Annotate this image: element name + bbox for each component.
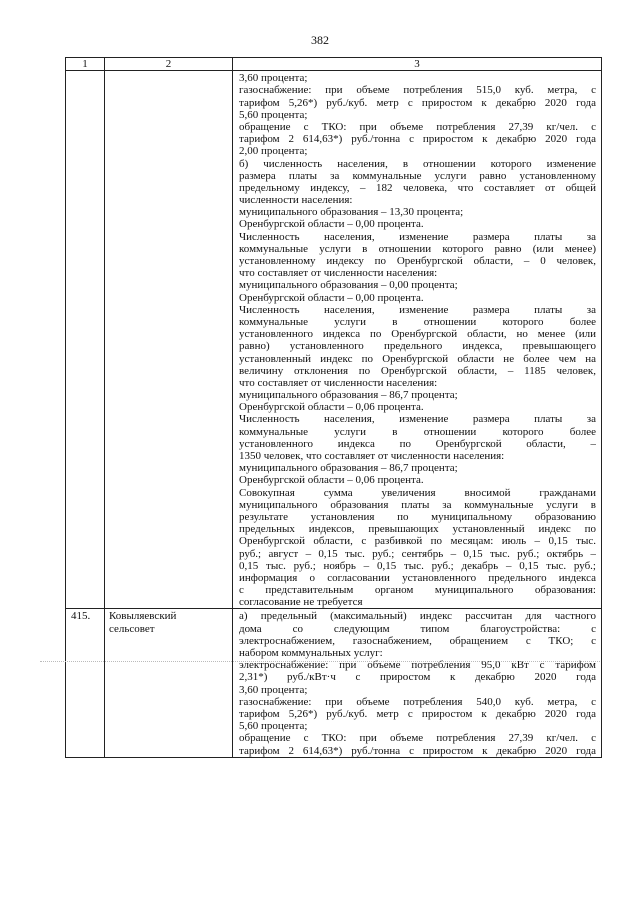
text-line: муниципального образования – 86,7 процента;: [239, 389, 458, 402]
text-line: результате установления по муниципальному образованию: [239, 510, 596, 523]
text-line: муниципального образования – 0,00 процента;: [239, 279, 458, 292]
text-line: набором коммунальных услуг:: [239, 647, 383, 660]
text-line: коммунальные услуги в отношении которого более: [239, 315, 596, 328]
text-line: Оренбургской области – 0,00 процента.: [239, 218, 424, 231]
text-line: муниципального образования – 86,7 процента;: [239, 462, 458, 475]
text-line: Оренбургской области – 0,06 процента.: [239, 401, 424, 414]
column-header-1: 1: [66, 58, 105, 71]
text-line: муниципального образования – 13,30 процента;: [239, 206, 464, 219]
text-line: муниципального образования платы за коммунальные услуги в: [239, 498, 596, 511]
settlement-name: [105, 609, 232, 634]
table-header-row: [66, 58, 602, 71]
settlement-name-line: сельсовет: [109, 622, 155, 635]
text-line: 2,00 процента;: [239, 145, 308, 158]
description-cell: [233, 71, 602, 609]
text-line: 0,15 тыс. руб.; ноябрь – 0,15 тыс. руб.; декабрь – 0,15 тыс. руб.;: [239, 559, 596, 572]
text-line: Численность населения, изменение размера платы за: [239, 230, 596, 243]
text-line: Оренбургской области – 0,00 процента.: [239, 291, 424, 304]
text-line: коммунальные услуги в отношении которого равно (или менее): [239, 242, 596, 255]
text-line: Численность населения, изменение размера платы за: [239, 303, 596, 316]
text-line: обращение с ТКО: при объеме потребления 27,39 кг/чел. с: [239, 120, 596, 133]
text-line: газоснабжение: при объеме потребления 540,0 куб. метра, с: [239, 695, 596, 708]
text-line: обращение с ТКО: при объеме потребления 27,39 кг/чел. с: [239, 732, 596, 745]
text-line: размера платы за коммунальные услуги равно установленному: [239, 169, 596, 182]
text-line: 5,60 процента;: [239, 720, 308, 733]
text-line: дома со следующим типом благоустройства: с: [239, 622, 596, 635]
column-header-2: 2: [105, 58, 233, 71]
scan-artifact-line: [40, 661, 600, 662]
text-line: Оренбургской области – 0,06 процента.: [239, 474, 424, 487]
settlement-name-cell: [105, 71, 233, 609]
row-number-cell: [66, 71, 105, 609]
text-line: тарифом 5,26*) руб./куб. метр с приростом к декабрю 2020 года: [239, 707, 596, 720]
text-line: Оренбургской области, с разбивкой по месяцам: июль – 0,15 тыс.: [239, 535, 596, 548]
text-line: 1350 человек, что составляет от численности населения:: [239, 450, 505, 463]
text-line: равно) установленного предельного индекса, превышающего: [239, 340, 596, 353]
text-line: что составляет от численности населения:: [239, 267, 438, 280]
text-line: установленному индексу по Оренбургской области, – 0 человек,: [239, 255, 596, 268]
text-line: коммунальные услуги в отношении которого более: [239, 425, 596, 438]
page-number: 382: [311, 33, 329, 47]
document-table: [65, 57, 602, 758]
text-line: численности населения:: [239, 194, 353, 207]
text-line: электроснабжение: при объеме потребления 95,0 кВт с тарифом: [239, 659, 596, 672]
table-row-415: [66, 609, 602, 757]
text-line: электроснабжением, газоснабжением, обращением с ТКО; с: [239, 634, 596, 647]
text-line: Численность населения, изменение размера платы за: [239, 413, 596, 426]
text-line: согласование не требуется: [239, 596, 363, 609]
text-line: тарифом 2 614,63*) руб./тонна с приростом к декабрю 2020 года: [239, 744, 596, 757]
text-line: Совокупная сумма увеличения вносимой гражданами: [239, 486, 596, 499]
column-header-3: 3: [233, 58, 602, 71]
description-cell: [233, 609, 602, 757]
text-line: предельных индексов, превышающих установленный индекс по: [239, 523, 596, 536]
row-number-cell: [66, 609, 105, 757]
text-line: б) численность населения, в отношении которого изменение: [239, 157, 596, 170]
text-line: тарифом 2 614,63*) руб./тонна с приростом к декабрю 2020 года: [239, 133, 596, 146]
text-line: величину отклонения по Оренбургской области, – 1185 человек,: [239, 364, 596, 377]
table-row-continuation: [66, 71, 602, 609]
text-line: 2,31*) руб./кВт·ч с приростом к декабрю 2020 года: [239, 671, 596, 684]
text-line: а) предельный (максимальный) индекс рассчитан для частного: [239, 610, 596, 623]
text-line: 3,60 процента;: [239, 683, 308, 696]
text-line: руб.; август – 0,15 тыс. руб.; сентябрь – 0,15 тыс. руб.; октябрь –: [239, 547, 596, 560]
text-line: с представительным органом муниципального образования:: [239, 584, 596, 597]
text-line: 3,60 процента;: [239, 72, 308, 85]
text-line: информация о согласовании установленного предельного индекса: [239, 571, 596, 584]
settlement-name-cell: [105, 609, 233, 757]
text-line: тарифом 5,26*) руб./куб. метр с приростом к декабрю 2020 года: [239, 96, 596, 109]
text-line: 5,60 процента;: [239, 108, 308, 121]
text-line: установленный индекс по Оренбургской области не более чем на: [239, 352, 596, 365]
text-line: установленного индекса по Оренбургской области, –: [239, 437, 596, 450]
settlement-name-line: Ковыляевский: [109, 610, 177, 623]
text-line: газоснабжение: при объеме потребления 515,0 куб. метра, с: [239, 84, 596, 97]
row-number: 415.: [71, 610, 91, 623]
text-line: что составляет от численности населения:: [239, 376, 438, 389]
description-text: [233, 71, 601, 608]
text-line: предельному индексу, – 182 человека, что составляет от общей: [239, 181, 596, 194]
text-line: установленного индекса по Оренбургской области, но менее (или: [239, 328, 596, 341]
description-text: [233, 609, 601, 756]
